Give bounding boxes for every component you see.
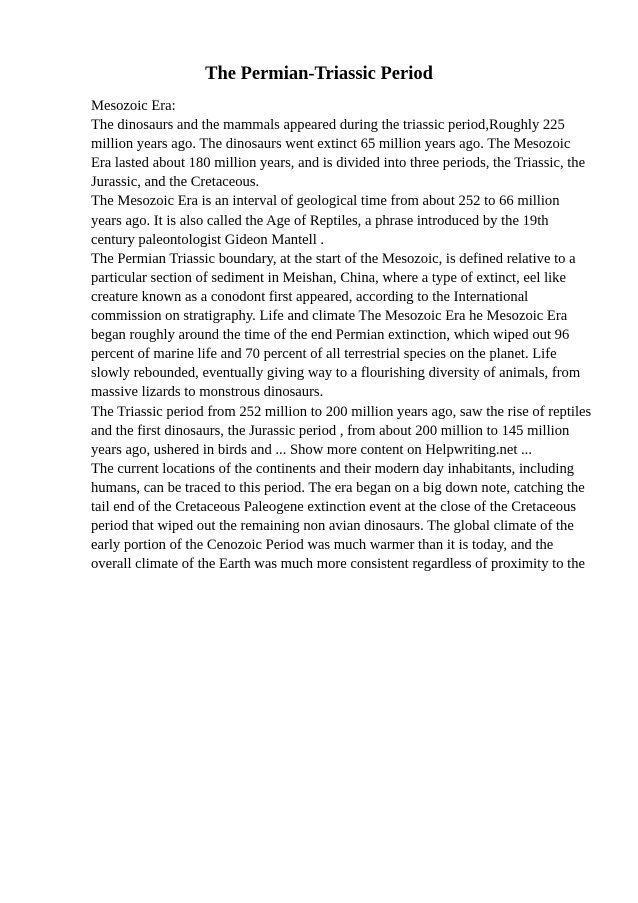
body-text-line: commission on stratigraphy. Life and climate The Mesozoic Era he Mesozoic Era bbox=[91, 308, 568, 325]
body-text-line: Era lasted about 180 million years, and is divided into three periods, the Triassic, the bbox=[91, 155, 586, 172]
body-text-line: percent of marine life and 70 percent of all terrestrial species on the planet. Life bbox=[91, 346, 557, 363]
body-text-line: The current locations of the continents and their modern day inhabitants, including bbox=[91, 460, 575, 477]
document-body bbox=[91, 97, 603, 574]
body-text-line: humans, can be traced to this period. The era began on a big down note, catching the bbox=[91, 479, 585, 496]
page-title: The Permian-Triassic Period bbox=[205, 64, 433, 84]
body-text-line: million years ago. The dinosaurs went extinct 65 million years ago. The Mesozoic bbox=[91, 136, 571, 153]
body-text-line: early portion of the Cenozoic Period was much warmer than it is today, and the bbox=[91, 537, 554, 554]
body-text-line: period that wiped out the remaining non avian dinosaurs. The global climate of the bbox=[91, 518, 574, 535]
body-text-line: century paleontologist Gideon Mantell . bbox=[91, 231, 325, 248]
body-text-line: The Mesozoic Era is an interval of geological time from about 252 to 66 million bbox=[91, 193, 560, 210]
body-text-line: years ago, ushered in birds and ... Show more content on Helpwriting.net ... bbox=[91, 441, 532, 458]
body-text-line: The Triassic period from 252 million to 200 million years ago, saw the rise of reptiles bbox=[91, 403, 592, 420]
body-text-line: particular section of sediment in Meishan, China, where a type of extinct, eel like bbox=[91, 269, 566, 286]
body-text-line: The Permian Triassic boundary, at the start of the Mesozoic, is defined relative to a bbox=[91, 250, 576, 267]
body-text-line: tail end of the Cretaceous Paleogene extinction event at the close of the Cretaceous bbox=[91, 498, 577, 515]
body-text-line: massive lizards to monstrous dinosaurs. bbox=[91, 384, 324, 401]
body-text-line: overall climate of the Earth was much more consistent regardless of proximity to the bbox=[91, 556, 586, 573]
body-text-line: The dinosaurs and the mammals appeared during the triassic period,Roughly 225 bbox=[91, 117, 565, 134]
body-text-line: years ago. It is also called the Age of Reptiles, a phrase introduced by the 19th bbox=[91, 212, 549, 229]
body-text-line: Mesozoic Era: bbox=[91, 98, 176, 114]
body-text-line: slowly rebounded, eventually giving way to a flourishing diversity of animals, from bbox=[91, 365, 581, 382]
body-text-line: Jurassic, and the Cretaceous. bbox=[91, 174, 260, 191]
body-text-line: and the first dinosaurs, the Jurassic period , from about 200 million to 145 million bbox=[91, 422, 570, 439]
body-text-line: creature known as a conodont first appeared, according to the International bbox=[91, 288, 529, 305]
body-text-line: began roughly around the time of the end Permian extinction, which wiped out 96 bbox=[91, 327, 570, 344]
